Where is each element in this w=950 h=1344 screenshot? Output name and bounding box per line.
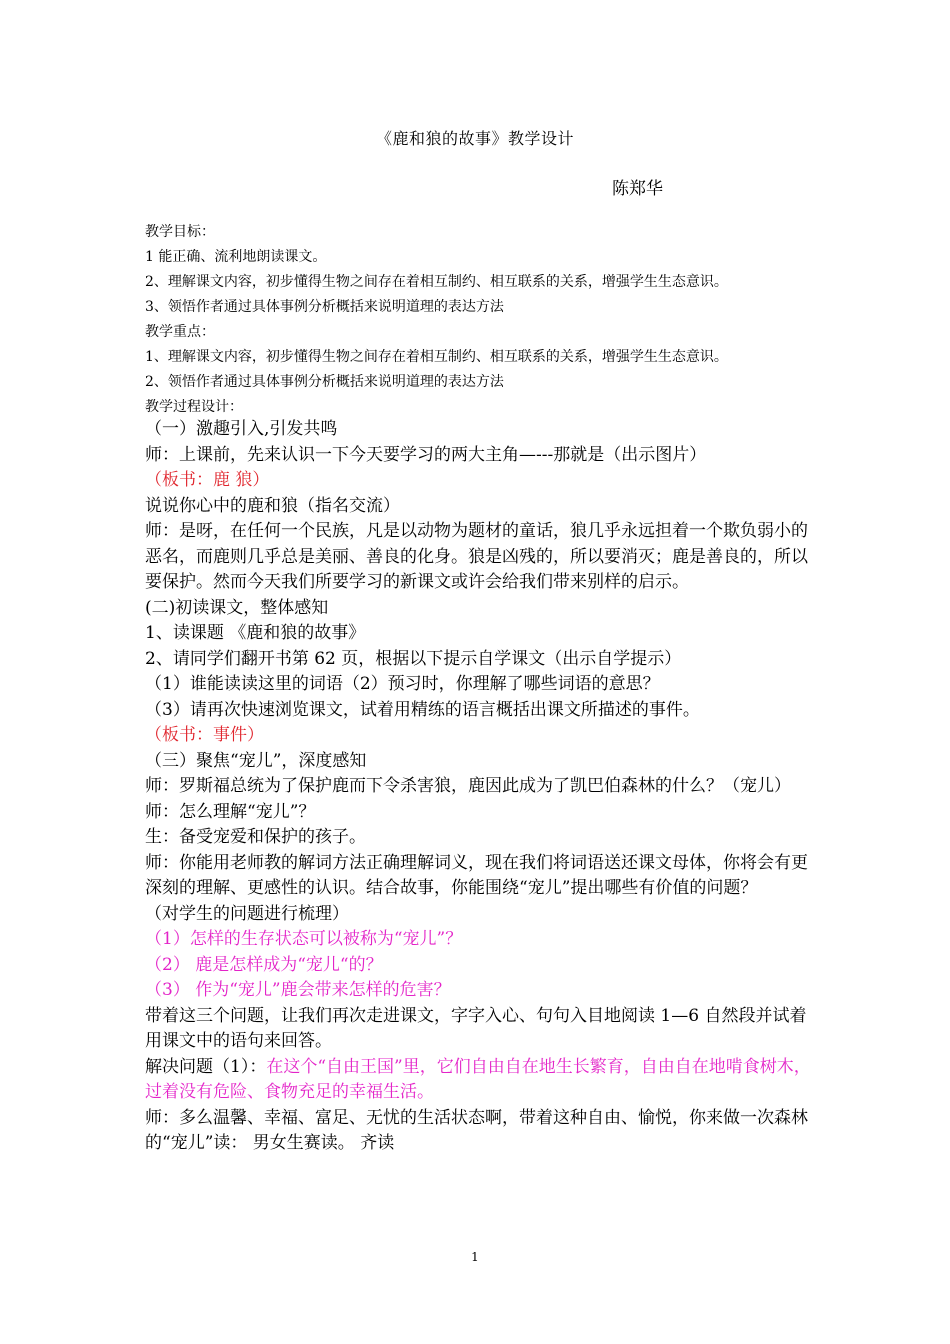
paragraph: 师：上课前，先来认识一下今天要学习的两大主角—---那就是（出示图片） bbox=[145, 444, 707, 465]
paragraph: （1）谁能读读这里的词语（2）预习时，你理解了哪些词语的意思？ bbox=[145, 674, 660, 694]
objective-3: 3、领悟作者通过具体事例分析概括来说明道理的表达方法 bbox=[145, 299, 504, 315]
objective-1: 1 能正确、流利地朗读课文。 bbox=[145, 249, 327, 265]
answer-paragraph bbox=[145, 1055, 813, 1106]
process-heading: 教学过程设计： bbox=[145, 399, 243, 415]
paragraph: 带着这三个问题，让我们再次走进课文，字字入心、句句入目地阅读 1—6 自然段并试着用课文中的语句来回答。 bbox=[145, 1005, 807, 1051]
board-note: （板书：鹿 狼） bbox=[145, 470, 270, 490]
page-number: 1 bbox=[471, 1250, 479, 1264]
paragraph: 生：备受宠爱和保护的孩子。 bbox=[145, 827, 366, 847]
paragraph: （对学生的问题进行梳理） bbox=[145, 903, 349, 924]
key-points-heading: 教学重点： bbox=[145, 324, 215, 340]
teaching-process bbox=[145, 417, 813, 1157]
question-2: （2） 鹿是怎样成为“宠儿“的？ bbox=[145, 954, 383, 975]
objectives-heading: 教学目标： bbox=[145, 224, 215, 240]
answer-quote: 在这个“自由王国”里，它们自由自在地生长繁育，自由自在地啃食树木，过着没有危险、食物充足的幸福生活。 bbox=[145, 1056, 811, 1102]
board-note: （板书：事件） bbox=[145, 725, 264, 745]
question-3: （3） 作为“宠儿”鹿会带来怎样的危害？ bbox=[145, 980, 451, 1000]
paragraph: （3）请再次快速浏览课文，试着用精练的语言概括出课文所描述的事件。 bbox=[145, 699, 700, 720]
paragraph: 师：罗斯福总统为了保护鹿而下令杀害狼，鹿因此成为了凯巴伯森林的什么？（宠儿） bbox=[145, 776, 791, 796]
key-point-2: 2、领悟作者通过具体事例分析概括来说明道理的表达方法 bbox=[145, 374, 504, 390]
paragraph: 说说你心中的鹿和狼（指名交流） bbox=[145, 495, 400, 516]
paragraph: 师：是呀，在任何一个民族，凡是以动物为题材的童话，狼几乎永远担着一个欺负弱小的恶名，而鹿则几乎总是美丽、善良的化身。狼是凶残的，所以要消灭；鹿是善良的，所以要保护。然而今天我们所要学习的新课文或许会给我们带来别样的启示。 bbox=[145, 521, 808, 592]
paragraph: 师：你能用老师教的解词方法正确理解词义，现在我们将词语送还课文母体，你将会有更深刻的理解、更感性的认识。结合故事，你能围绕“宠儿”提出哪些有价值的问题？ bbox=[145, 852, 808, 898]
paragraph: 1、读课题 《鹿和狼的故事》 bbox=[145, 623, 366, 643]
paragraph: 师：怎么理解“宠儿”？ bbox=[145, 801, 316, 822]
document-author: 陈郑华 bbox=[612, 179, 663, 199]
section-2-heading: (二)初读课文，整体感知 bbox=[145, 597, 329, 618]
paragraph: 2、请同学们翻开书第 62 页，根据以下提示自学课文（出示自学提示） bbox=[145, 648, 682, 669]
objectives-section bbox=[145, 220, 817, 420]
document-title: 《鹿和狼的故事》教学设计 bbox=[375, 129, 574, 148]
key-point-1: 1、理解课文内容，初步懂得生物之间存在着相互制约、相互联系的关系，增强学生生态意识。 bbox=[145, 349, 728, 365]
section-1-heading: （一）激趣引入,引发共鸣 bbox=[145, 419, 338, 439]
question-1: （1）怎样的生存状态可以被称为“宠儿”？ bbox=[145, 929, 463, 949]
answer-label: 解决问题（1）： bbox=[145, 1056, 267, 1077]
section-3-heading: （三）聚焦“宠儿”，深度感知 bbox=[145, 750, 367, 771]
paragraph: 师：多么温馨、幸福、富足、无忧的生活状态啊，带着这种自由、愉悦，你来做一次森林的“宠儿”读： 男女生赛读。 齐读 bbox=[145, 1107, 808, 1153]
objective-2: 2、理解课文内容，初步懂得生物之间存在着相互制约、相互联系的关系，增强学生生态意识。 bbox=[145, 274, 728, 290]
